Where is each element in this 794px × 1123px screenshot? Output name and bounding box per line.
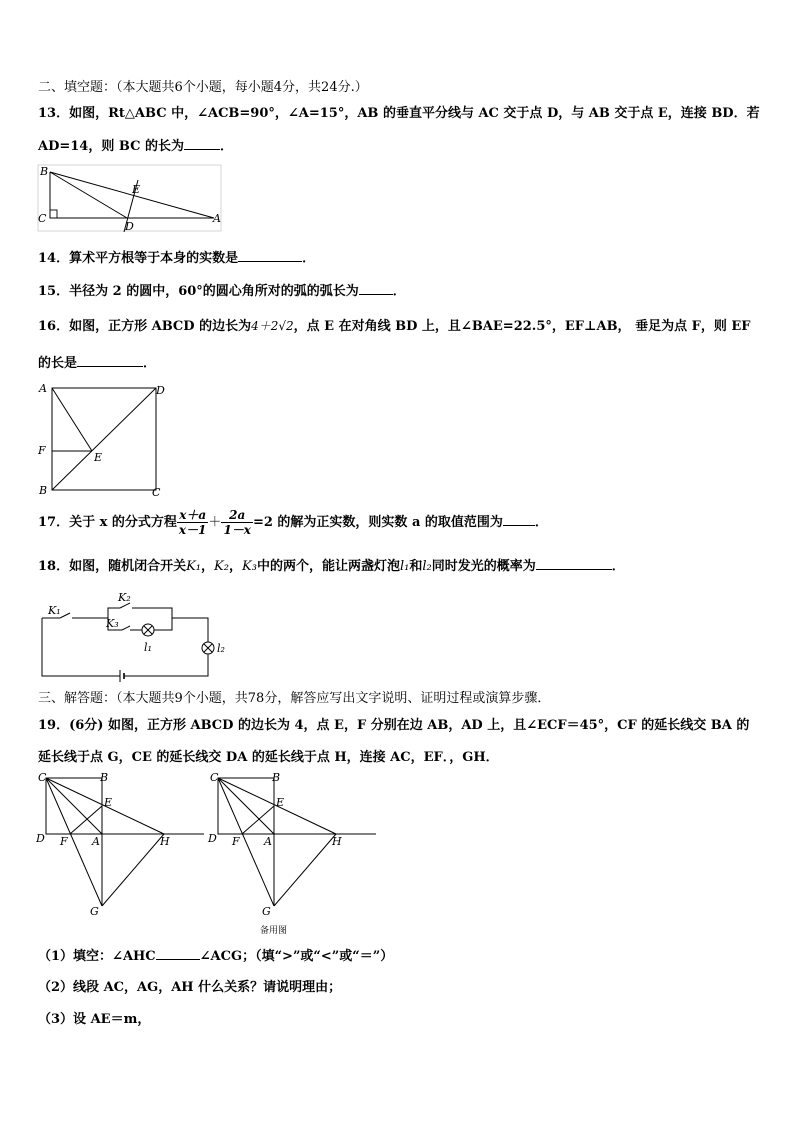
q19-sub3: （3）设 AE＝m， [38,1012,151,1027]
q13-label-A: A [213,212,221,225]
q19-label-B: B [100,771,109,784]
q18-sep-1: ， [201,559,215,574]
q15 [38,283,406,300]
q17-fraction-1 [177,508,209,537]
q19-sub1 [38,948,393,965]
q19-label-E: E [104,796,113,809]
q13-triangle-figure [36,163,226,235]
q19-backup-label-G: G [262,905,271,918]
q16-label-D: D [156,384,165,397]
q18-label-K2: K₂ [118,591,131,604]
q16-line2-text: 的长是 [38,356,78,371]
q15-answer-blank[interactable] [359,283,393,295]
section-2-header: 二、填空题：（本大题共6个小题，每小题4分，共24分.） [38,80,368,95]
q18-and: 和 [409,559,423,574]
q19-label-H: H [160,835,170,848]
q15-end: ． [392,284,406,299]
q18-label-l2: l₂ [217,642,225,655]
q19-backup-label-H: H [332,835,342,848]
q16-text-1: 16．如图，正方形 ABCD 的边长为 [38,319,252,334]
q19-label-G: G [90,905,99,918]
q15-text: 15．半径为 2 的圆中，60°的圆心角所对的弧的弧长为 [38,284,359,299]
q18 [38,558,625,575]
q16-label-A: A [39,382,47,395]
q17-frac1-denominator: x－1 [178,523,207,537]
q16-square-figure [36,380,171,500]
q19-main-figure [34,772,214,920]
q16-text-2: ，点 E 在对角线 BD 上，且∠BAE=22.5°，EF⊥AB， 垂足为点 F，则 EF [293,319,751,334]
q19-backup-figure [206,772,386,942]
q18-text-3: 同时发光的概率为 [431,559,536,574]
q13-label-E: E [132,183,141,196]
q19-sub1-answer-blank[interactable] [156,948,200,960]
q17-frac2-denominator: 1－x [223,523,251,537]
q17-end: ． [534,515,548,530]
q13-label-D: D [125,220,134,233]
q19-label-A: A [92,835,100,848]
q17-answer-blank[interactable] [503,514,535,526]
q19-backup-caption: 备用图 [260,926,288,936]
section-3-header: 三、解答题：（本大题共9个小题，共78分，解答应写出文字说明、证明过程或演算步骤． [38,691,551,706]
q19-backup-label-F: F [232,835,240,848]
q18-label-K1: K₁ [48,604,61,617]
q19-backup-label-B: B [272,771,281,784]
q18-k1: K₁ [186,559,202,574]
q18-l2: l₂ [422,559,432,574]
q19-line1: 19．(6分) 如图，正方形 ABCD 的边长为 4，点 E，F 分别在边 AB，AD 上，且∠ECF＝45°，CF 的延长线交 BA 的 [38,718,750,733]
q17-frac2-numerator: 2a [221,508,253,523]
q17-frac1-numerator: x＋a [177,508,209,523]
q18-label-l1: l₁ [144,641,152,654]
q18-sep-2: ， [228,559,242,574]
q16-line1 [38,318,751,335]
q18-text-2: 中的两个，能让两盏灯泡 [256,559,400,574]
q13-label-C: C [38,212,47,225]
q19-sub1-text: （1）填空：∠AHC [38,949,156,964]
q19-label-F: F [60,835,68,848]
q16-label-C: C [152,486,161,499]
q13-line1: 13．如图，Rt△ABC 中，∠ACB=90°，∠A=15°，AB 的垂直平分线与 AC 交于点 D，与 AB 交于点 E，连接 BD．若 [38,106,760,121]
q16-side-length: 4＋2√2 [251,319,294,333]
q14 [38,250,315,267]
q17 [38,508,548,538]
q18-answer-blank[interactable] [536,558,612,570]
q18-end: ． [611,559,625,574]
q17-text-2: =2 的解为正实数，则实数 a 的取值范围为 [252,515,503,530]
q19-line2: 延长线于点 G，CE 的延长线交 DA 的延长线于点 H，连接 AC，EF．，GH． [38,750,499,765]
q13-line2-end: ． [219,139,233,154]
q17-fraction-2 [221,508,253,537]
q14-end: ． [302,251,316,266]
q17-text: 17．关于 x 的分式方程 [38,515,177,530]
q19-backup-label-C: C [210,771,219,784]
q18-l1: l₁ [399,559,410,574]
q13-label-B: B [40,165,49,178]
q14-answer-blank[interactable] [238,250,302,262]
q16-end: ． [143,356,157,371]
q14-text: 14．算术平方根等于本身的实数是 [38,251,239,266]
q13-line2 [38,138,233,155]
q17-plus: ＋ [208,515,222,530]
q16-answer-blank[interactable] [77,355,143,367]
q19-label-D: D [36,832,45,845]
q16-label-F: F [38,444,46,457]
q19-backup-label-A: A [264,835,272,848]
q16-line2 [38,355,156,372]
q13-answer-blank[interactable] [184,138,220,150]
q19-sub2: （2）线段 AC，AG，AH 什么关系？请说明理由； [38,980,342,995]
q13-line2-text: AD=14，则 BC 的长为 [38,139,184,154]
q18-circuit-figure [36,588,236,683]
q18-label-K3: K₃ [106,617,119,630]
q18-text: 18．如图，随机闭合开关 [38,559,187,574]
q19-backup-label-E: E [276,796,285,809]
q19-label-C: C [38,771,47,784]
q16-label-E: E [94,451,103,464]
q18-k2: K₂ [214,559,229,574]
q19-sub1-text-2: ∠ACG；（填“>”或“<”或“＝”） [199,949,394,964]
q18-k3: K₃ [242,559,257,574]
q19-backup-label-D: D [208,832,217,845]
q16-label-B: B [39,484,48,497]
